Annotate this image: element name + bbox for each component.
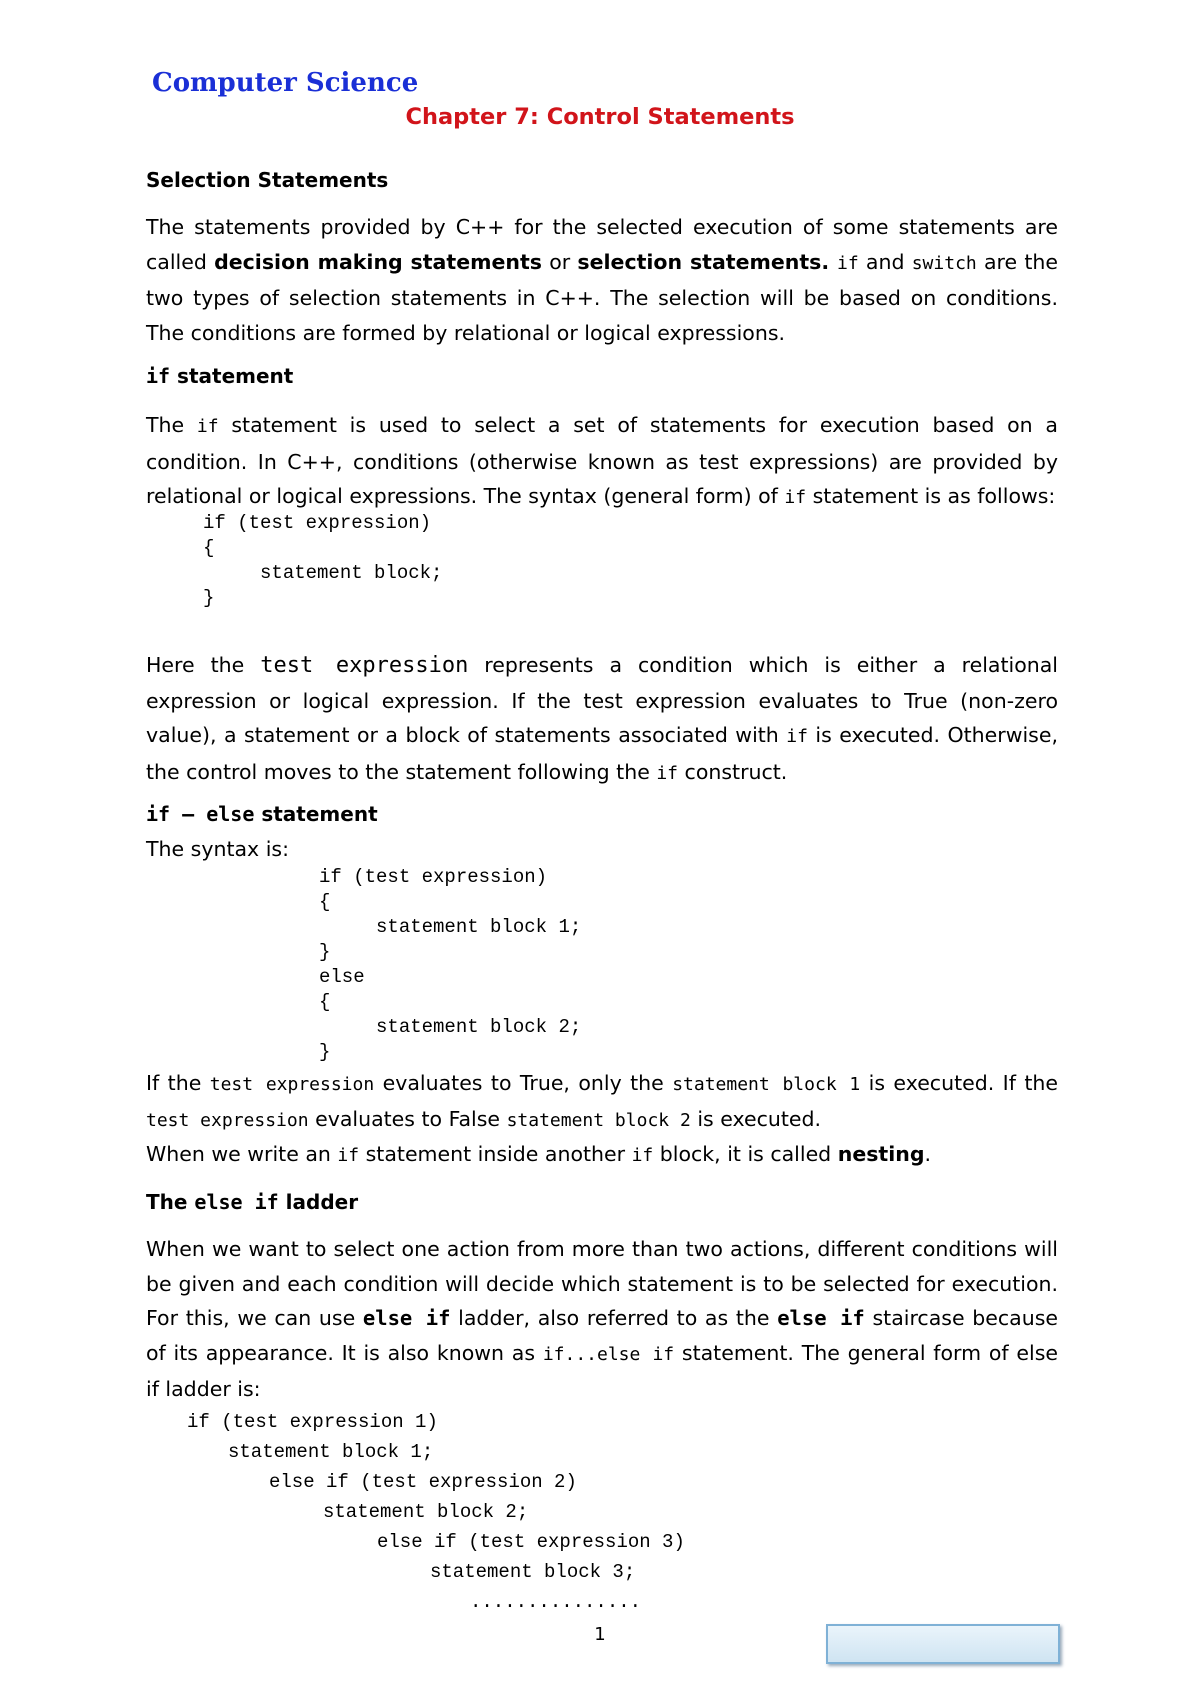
else-if-ladder-heading: The else if ladder [146, 1190, 359, 1214]
ladder-code-line-3: else if (test expression 2) [269, 1471, 577, 1493]
ladder-code-line-2: statement block 1; [228, 1441, 434, 1463]
ladder-code-line-4: statement block 2; [323, 1501, 529, 1523]
if-else-syntax-code: if (test expression) { statement block 1; } else { statement block 2; } [319, 866, 582, 1063]
else-if-ladder-paragraph: When we want to select one action from more than two actions, different conditions will be given and each condition will decide which statement is to be selected for execution. For this, we can use else if ladder, also referred to as the else if staircase because of its appearance. It is also known as if...else if statement. The general form of else if ladder is: [146, 1237, 1058, 1401]
ladder-code-line-7: ............... [470, 1591, 642, 1613]
if-syntax-code: if (test expression) { statement block; } [203, 512, 443, 609]
ladder-code-line-1: if (test expression 1) [187, 1411, 438, 1433]
chapter-title: Chapter 7: Control Statements [405, 104, 795, 130]
if-statement-heading: if statement [146, 364, 294, 388]
page-number: 1 [594, 1624, 606, 1645]
selection-heading: Selection Statements [146, 168, 389, 192]
ladder-code-line-6: statement block 3; [430, 1561, 636, 1583]
selection-paragraph: The statements provided by C++ for the selected execution of some statements are called decision making statements or selection statements. if and switch are the two types of selection statements in C++. The selection will be based on conditions. The conditions are formed by relational or logical expressions. [146, 215, 1058, 345]
subject-title: Computer Science [152, 68, 419, 98]
if-else-heading: if – else statement [146, 802, 378, 826]
nesting-paragraph: When we write an if statement inside another if block, it is called nesting. [146, 1142, 932, 1166]
test-expression-paragraph: Here the test expression represents a condition which is either a relational expression or logical expression. If the test expression evaluates to True (non-zero value), a statement or a block of statements associated with if is executed. Otherwise, the control moves to the statement following the if construct. [146, 653, 1058, 784]
syntax-label: The syntax is: [146, 837, 289, 861]
footer-decoration [826, 1624, 1060, 1664]
ladder-code-line-5: else if (test expression 3) [377, 1531, 685, 1553]
if-statement-paragraph: The if statement is used to select a set of statements for execution based on a condition. In C++, conditions (otherwise known as test expressions) are provided by relational or logical expressions. The syntax (general form) of if statement is as follows: [146, 413, 1058, 508]
if-else-paragraph: If the test expression evaluates to True, only the statement block 1 is executed. If the test expression evaluates to False statement block 2 is executed. [146, 1071, 1058, 1131]
